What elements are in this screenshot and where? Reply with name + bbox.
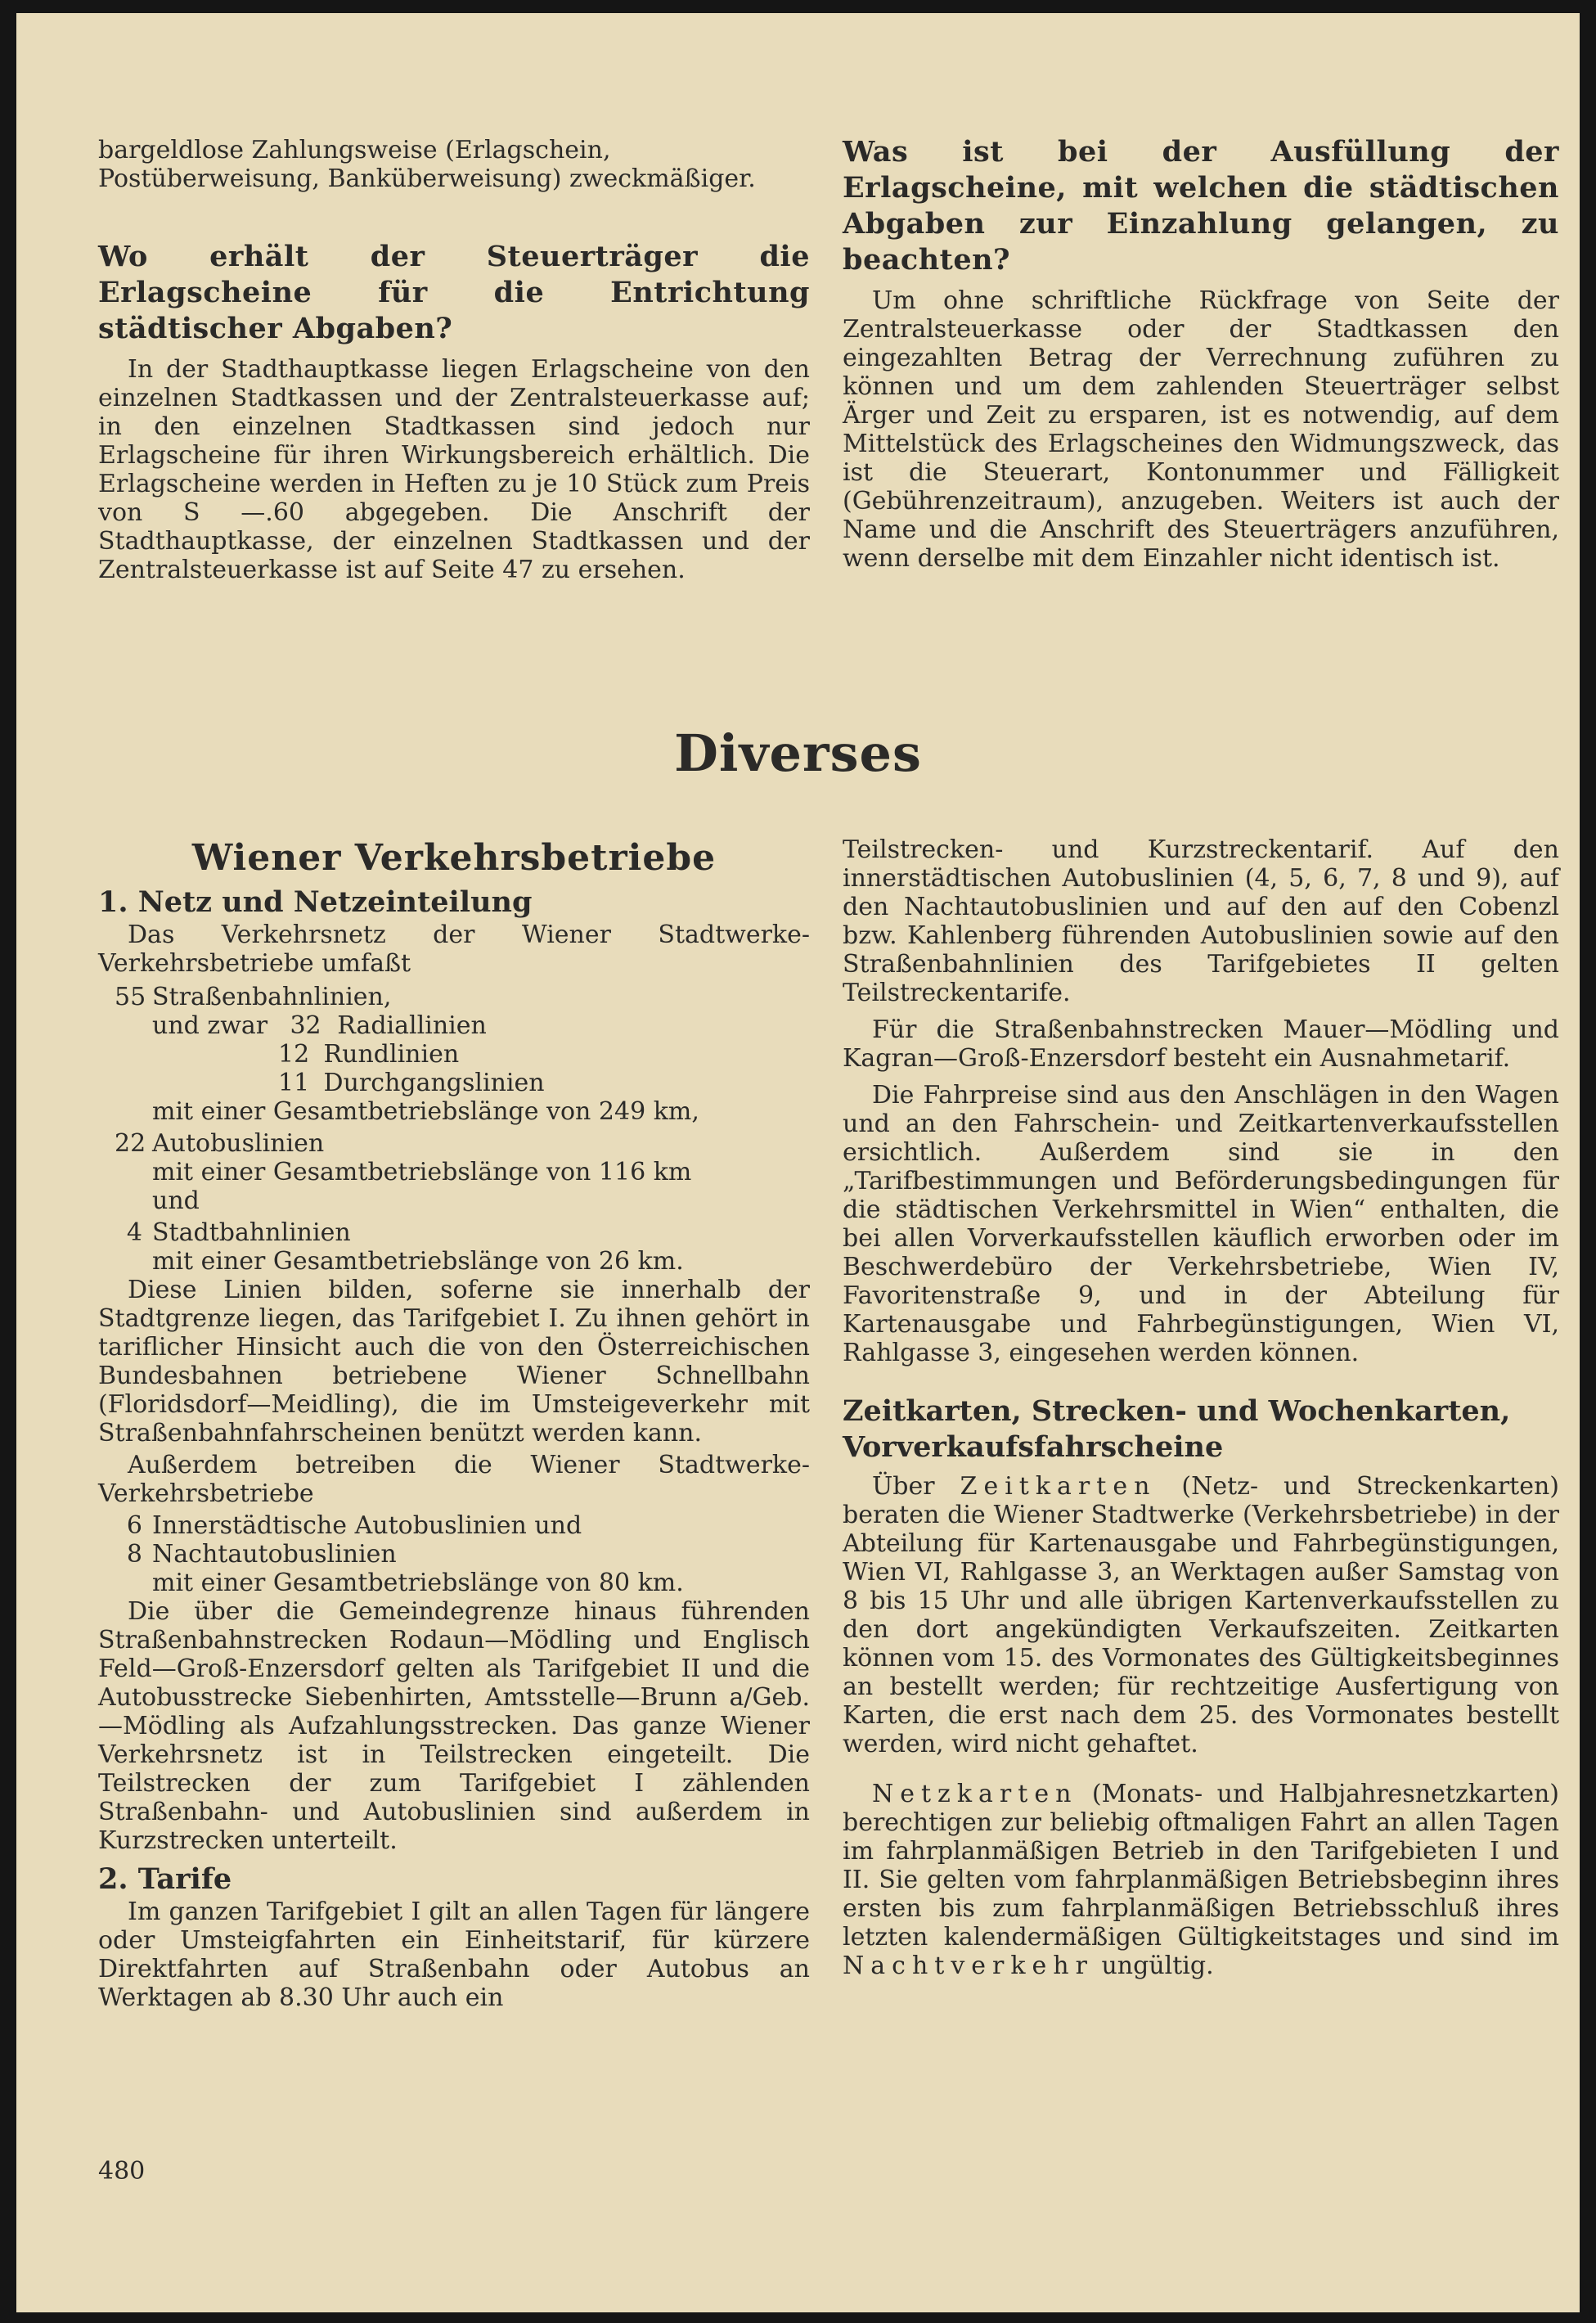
paragraph-ausserdem: Außerdem betreiben die Wiener Stadtwerke-Verkehrsbetriebe <box>98 1451 810 1508</box>
list-item: 22 Autobuslinien <box>115 1129 325 1158</box>
list-item: 8 Nachtautobuslinien <box>126 1540 397 1569</box>
bus-list <box>98 1511 810 1597</box>
paragraph-tarifgebiet: Im ganzen Tarifgebiet I gilt an allen Tagen für längere oder Umsteigfahrten ein Einheitstarif, für kürzere Direktfahrten auf Straßenbahn oder Autobus an Werktagen ab 8.30 Uhr auch ein <box>98 1898 810 2012</box>
article-title: Wiener Verkehrsbetriebe <box>191 837 717 879</box>
bottom-right-column <box>843 835 1559 1980</box>
paragraph-linien: Diese Linien bilden, soferne sie innerhalb der Stadtgrenze liegen, das Tarifgebiet I. Zu ihnen gehört in tariflicher Hinsicht auch die von den Österreichischen Bundesbahnen betriebene Wiener Schnellbahn (Floridsdorf—Meidling), die im Umsteigeverkehr mit Straßenbahnfahrscheinen benützt werden kann. <box>98 1276 810 1447</box>
top-right-column <box>843 134 1559 573</box>
list-item: und zwar 32 Radiallinien <box>152 1011 487 1040</box>
paragraph-ausnahmetarif: Für die Straßenbahnstrecken Mauer—Mödling und Kagran—Groß-Enzersdorf besteht ein Ausnahmetarif. <box>843 1015 1559 1073</box>
list-item: mit einer Gesamtbetriebslänge von 80 km. <box>152 1569 684 1597</box>
network-list <box>98 983 810 1276</box>
paragraph-fahrpreise: Die Fahrpreise sind aus den Anschlägen in den Wagen und an den Fahrschein- und Zeitkartenverkaufsstellen ersichtlich. Außerdem sind sie in den „Tarifbestimmungen und Beförderungsbedingungen für die städtischen Verkehrsmittel in Wien“ enthalten, die bei allen Vorverkaufsstellen käuflich erworben oder im Beschwerdebüro der Verkehrsbetriebe, Wien IV, Favoritenstraße 9, und in der Abteilung für Kartenausgabe und Fahrbegünstigungen, Wien VI, Rahlgasse 3, eingesehen werden können. <box>843 1081 1559 1367</box>
question-heading-erlagscheine: Wo erhält der Steuerträger die Erlagscheine für die Entrichtung städtischer Abgaben? <box>98 240 810 345</box>
top-left-column <box>98 136 810 584</box>
list-item: 12 Rundlinien <box>278 1040 460 1069</box>
list-item: 4 Stadtbahnlinien <box>126 1218 351 1247</box>
bottom-left-column <box>98 835 810 2012</box>
paragraph-zeitkarten: Über Zeitkarten (Netz- und Streckenkarten) beraten die Wiener Stadtwerke (Verkehrsbetriebe) in der Abteilung für Kartenausgabe und Fahrbegünstigungen, Wien VI, Rahlgasse 3, an Werktagen außer Samstag von 8 bis 15 Uhr und alle übrigen Kartenverkaufsstellen zu den dort angekündigten Verkaufszeiten. Zeitkarten können vom 15. des Vormonates des Gültigkeitsbeginnes an bestellt werden; für rechtzeitige Ausfertigung von Karten, die erst nach dem 25. des Vormonates bestellt werden, wird nicht gehaftet. <box>843 1472 1559 1758</box>
list-item: 55 Straßenbahnlinien, <box>115 983 392 1011</box>
list-item: und <box>152 1186 200 1215</box>
heading-tarife: 2. Tarife <box>98 1862 232 1896</box>
list-item: mit einer Gesamtbetriebslänge von 249 km, <box>152 1097 699 1126</box>
heading-zeitkarten: Zeitkarten, Strecken- und Wochenkarten, Vorverkaufsfahrscheine <box>843 1394 1511 1464</box>
document-page <box>16 13 1580 2312</box>
answer-paragraph-erlagscheine: In der Stadthauptkasse liegen Erlagscheine von den einzelnen Stadtkassen und der Zentralsteuerkasse auf; in den einzelnen Stadtkassen sind jedoch nur Erlagscheine für ihren Wirkungsbereich erhältlich. Die Erlagscheine werden in Heften zu je 10 Stück zum Preis von S —.60 abgegeben. Die Anschrift der Stadthauptkasse, der einzelnen Stadtkassen und der Zentralsteuerkasse ist auf Seite 47 zu ersehen. <box>98 355 810 584</box>
intro-paragraph: bargeldlose Zahlungsweise (Erlagschein, Postüberweisung, Banküberweisung) zweckmäßiger. <box>98 136 756 193</box>
section-title: Diverses <box>674 723 922 783</box>
list-item: mit einer Gesamtbetriebslänge von 116 km <box>152 1158 692 1186</box>
paragraph-netzkarten: Netzkarten (Monats- und Halbjahresnetzkarten) berechtigen zur beliebig oftmaligen Fahrt an allen Tagen im fahrplanmäßigen Betrieb in den Tarifgebieten I und II. Sie gelten vom fahrplanmäßigen Betriebsbeginn ihres ersten bis zum fahrplanmäßigen Betriebsschluß ihres letzten kalendermäßigen Gültigkeitstages und sind im Nachtverkehr ungültig. <box>843 1780 1559 1980</box>
heading-netz: 1. Netz und Netzeinteilung <box>98 885 533 919</box>
question-heading-ausfuellung: Was ist bei der Ausfüllung der Erlagscheine, mit welchen die städtischen Abgaben zur Einzahlung gelangen, zu beachten? <box>843 135 1559 277</box>
list-item: mit einer Gesamtbetriebslänge von 26 km. <box>152 1247 684 1276</box>
list-item: 6 Innerstädtische Autobuslinien und <box>126 1511 582 1540</box>
page-number: 480 <box>98 2157 146 2186</box>
answer-paragraph-ausfuellung: Um ohne schriftliche Rückfrage von Seite der Zentralsteuerkasse oder der Stadtkassen den eingezahlten Betrag der Verrechnung zuführen zu können und um dem zahlenden Steuerträger selbst Ärger und Zeit zu ersparen, ist es notwendig, auf dem Mittelstück des Erlagscheines den Widmungszweck, das ist die Steuerart, Kontonummer und Fälligkeit (Gebührenzeitraum), anzugeben. Weiters ist auch der Name und die Anschrift des Steuerträgers anzuführen, wenn derselbe mit dem Einzahler nicht identisch ist. <box>843 286 1559 573</box>
paragraph-teilstrecken: Teilstrecken- und Kurzstreckentarif. Auf den innerstädtischen Autobuslinien (4, 5, 6, 7, 8 und 9), auf den Nachtautobuslinien und auf den auf den Cobenzl bzw. Kahlenberg führenden Autobuslinien sowie auf den Straßenbahnlinien des Tarifgebietes II gelten Teilstreckentarife. <box>843 835 1559 1007</box>
paragraph-gemeindegrenze: Die über die Gemeindegrenze hinaus führenden Straßenbahnstrecken Rodaun—Mödling und Englisch Feld—Groß-Enzersdorf gelten als Tarifgebiet II und die Autobusstrecke Siebenhirten, Amtsstelle—Brunn a/Geb.—Mödling als Aufzahlungsstrecken. Das ganze Wiener Verkehrsnetz ist in Teilstrecken eingeteilt. Die Teilstrecken der zum Tarifgebiet I zählenden Straßenbahn- und Autobuslinien sind außerdem in Kurzstrecken unterteilt. <box>98 1597 810 1855</box>
paragraph-verkehrsnetz: Das Verkehrsnetz der Wiener Stadtwerke-Verkehrsbetriebe umfaßt <box>98 921 810 978</box>
list-item: 11 Durchgangslinien <box>278 1069 545 1097</box>
